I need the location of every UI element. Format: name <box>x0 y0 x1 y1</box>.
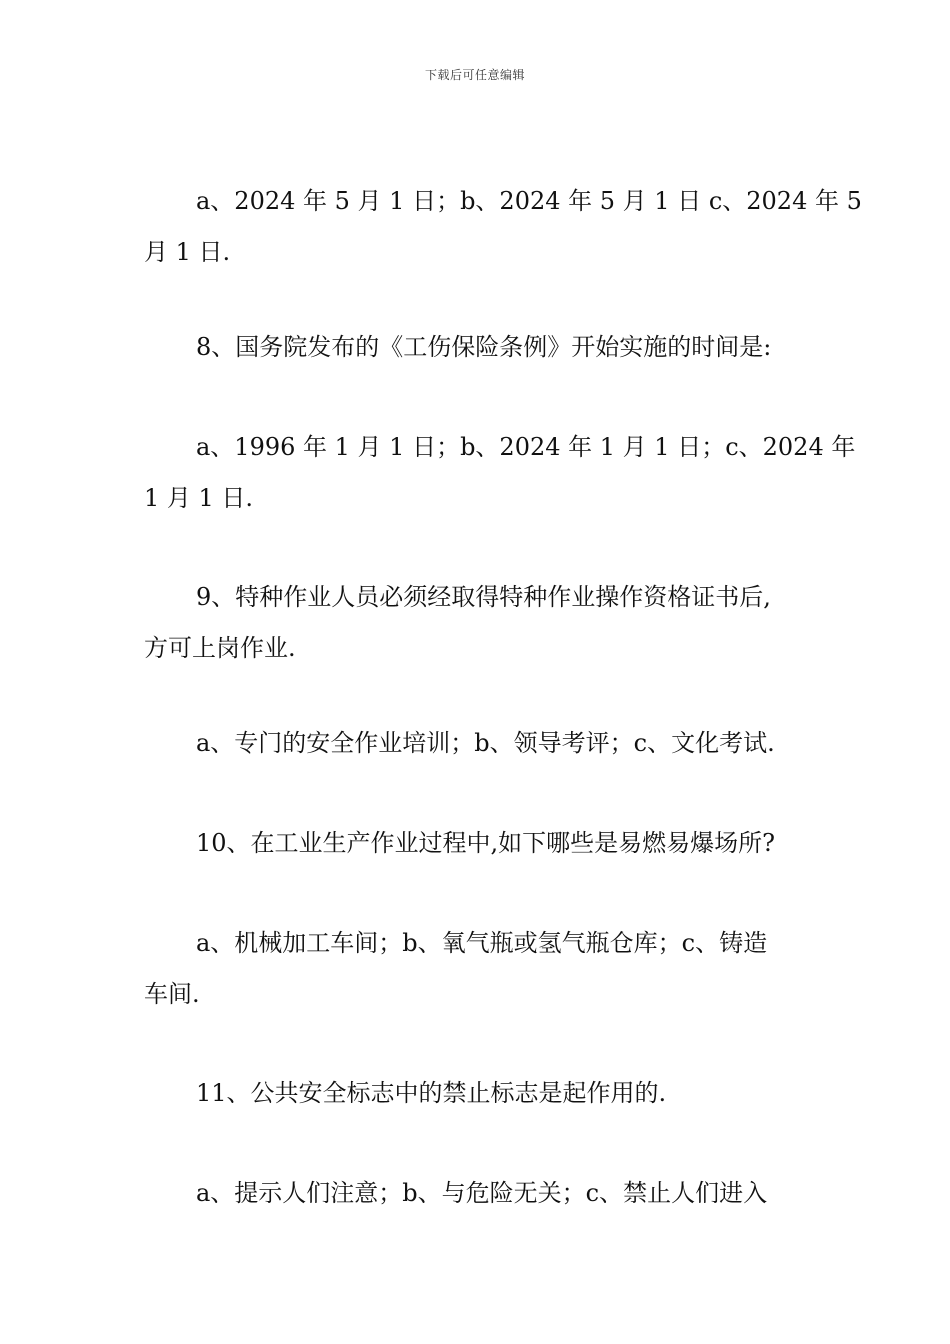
paragraph <box>144 322 814 373</box>
paragraph-line: 月 1 日. <box>144 238 231 266</box>
paragraph-line: a、1996 年 1 月 1 日；b、2024 年 1 月 1 日；c、2024 年 <box>196 433 856 461</box>
paragraph <box>144 818 814 869</box>
paragraph-line: 10、在工业生产作业过程中,如下哪些是易燃易爆场所? <box>196 829 776 857</box>
paragraph-line: a、专门的安全作业培训；b、领导考评；c、文化考试. <box>196 729 775 757</box>
paragraph-line: 1 月 1 日. <box>144 484 254 512</box>
paragraph-line: a、2024 年 5 月 1 日；b、2024 年 5 月 1 日 c、2024 年 5 <box>196 187 862 215</box>
paragraph <box>144 918 814 1020</box>
paragraph-line: 9、特种作业人员必须经取得特种作业操作资格证书后, <box>196 583 771 611</box>
paragraph-line: a、提示人们注意；b、与危险无关；c、禁止人们进入 <box>196 1179 768 1207</box>
paragraph-line: 方可上岗作业. <box>144 634 296 662</box>
paragraph-line: 车间. <box>144 980 200 1008</box>
paragraph-line: 11、公共安全标志中的禁止标志是起作用的. <box>196 1079 667 1107</box>
paragraph-line: 8、国务院发布的《工伤保险条例》开始实施的时间是: <box>196 333 772 361</box>
paragraph <box>144 422 856 524</box>
paragraph <box>144 176 862 278</box>
paragraph <box>144 572 814 674</box>
page-header: 下载后可任意编辑 <box>424 68 525 82</box>
paragraph <box>144 1168 814 1219</box>
paragraph <box>144 718 814 769</box>
paragraph-line: a、机械加工车间；b、氧气瓶或氢气瓶仓库；c、铸造 <box>196 929 768 957</box>
paragraph <box>144 1068 814 1119</box>
